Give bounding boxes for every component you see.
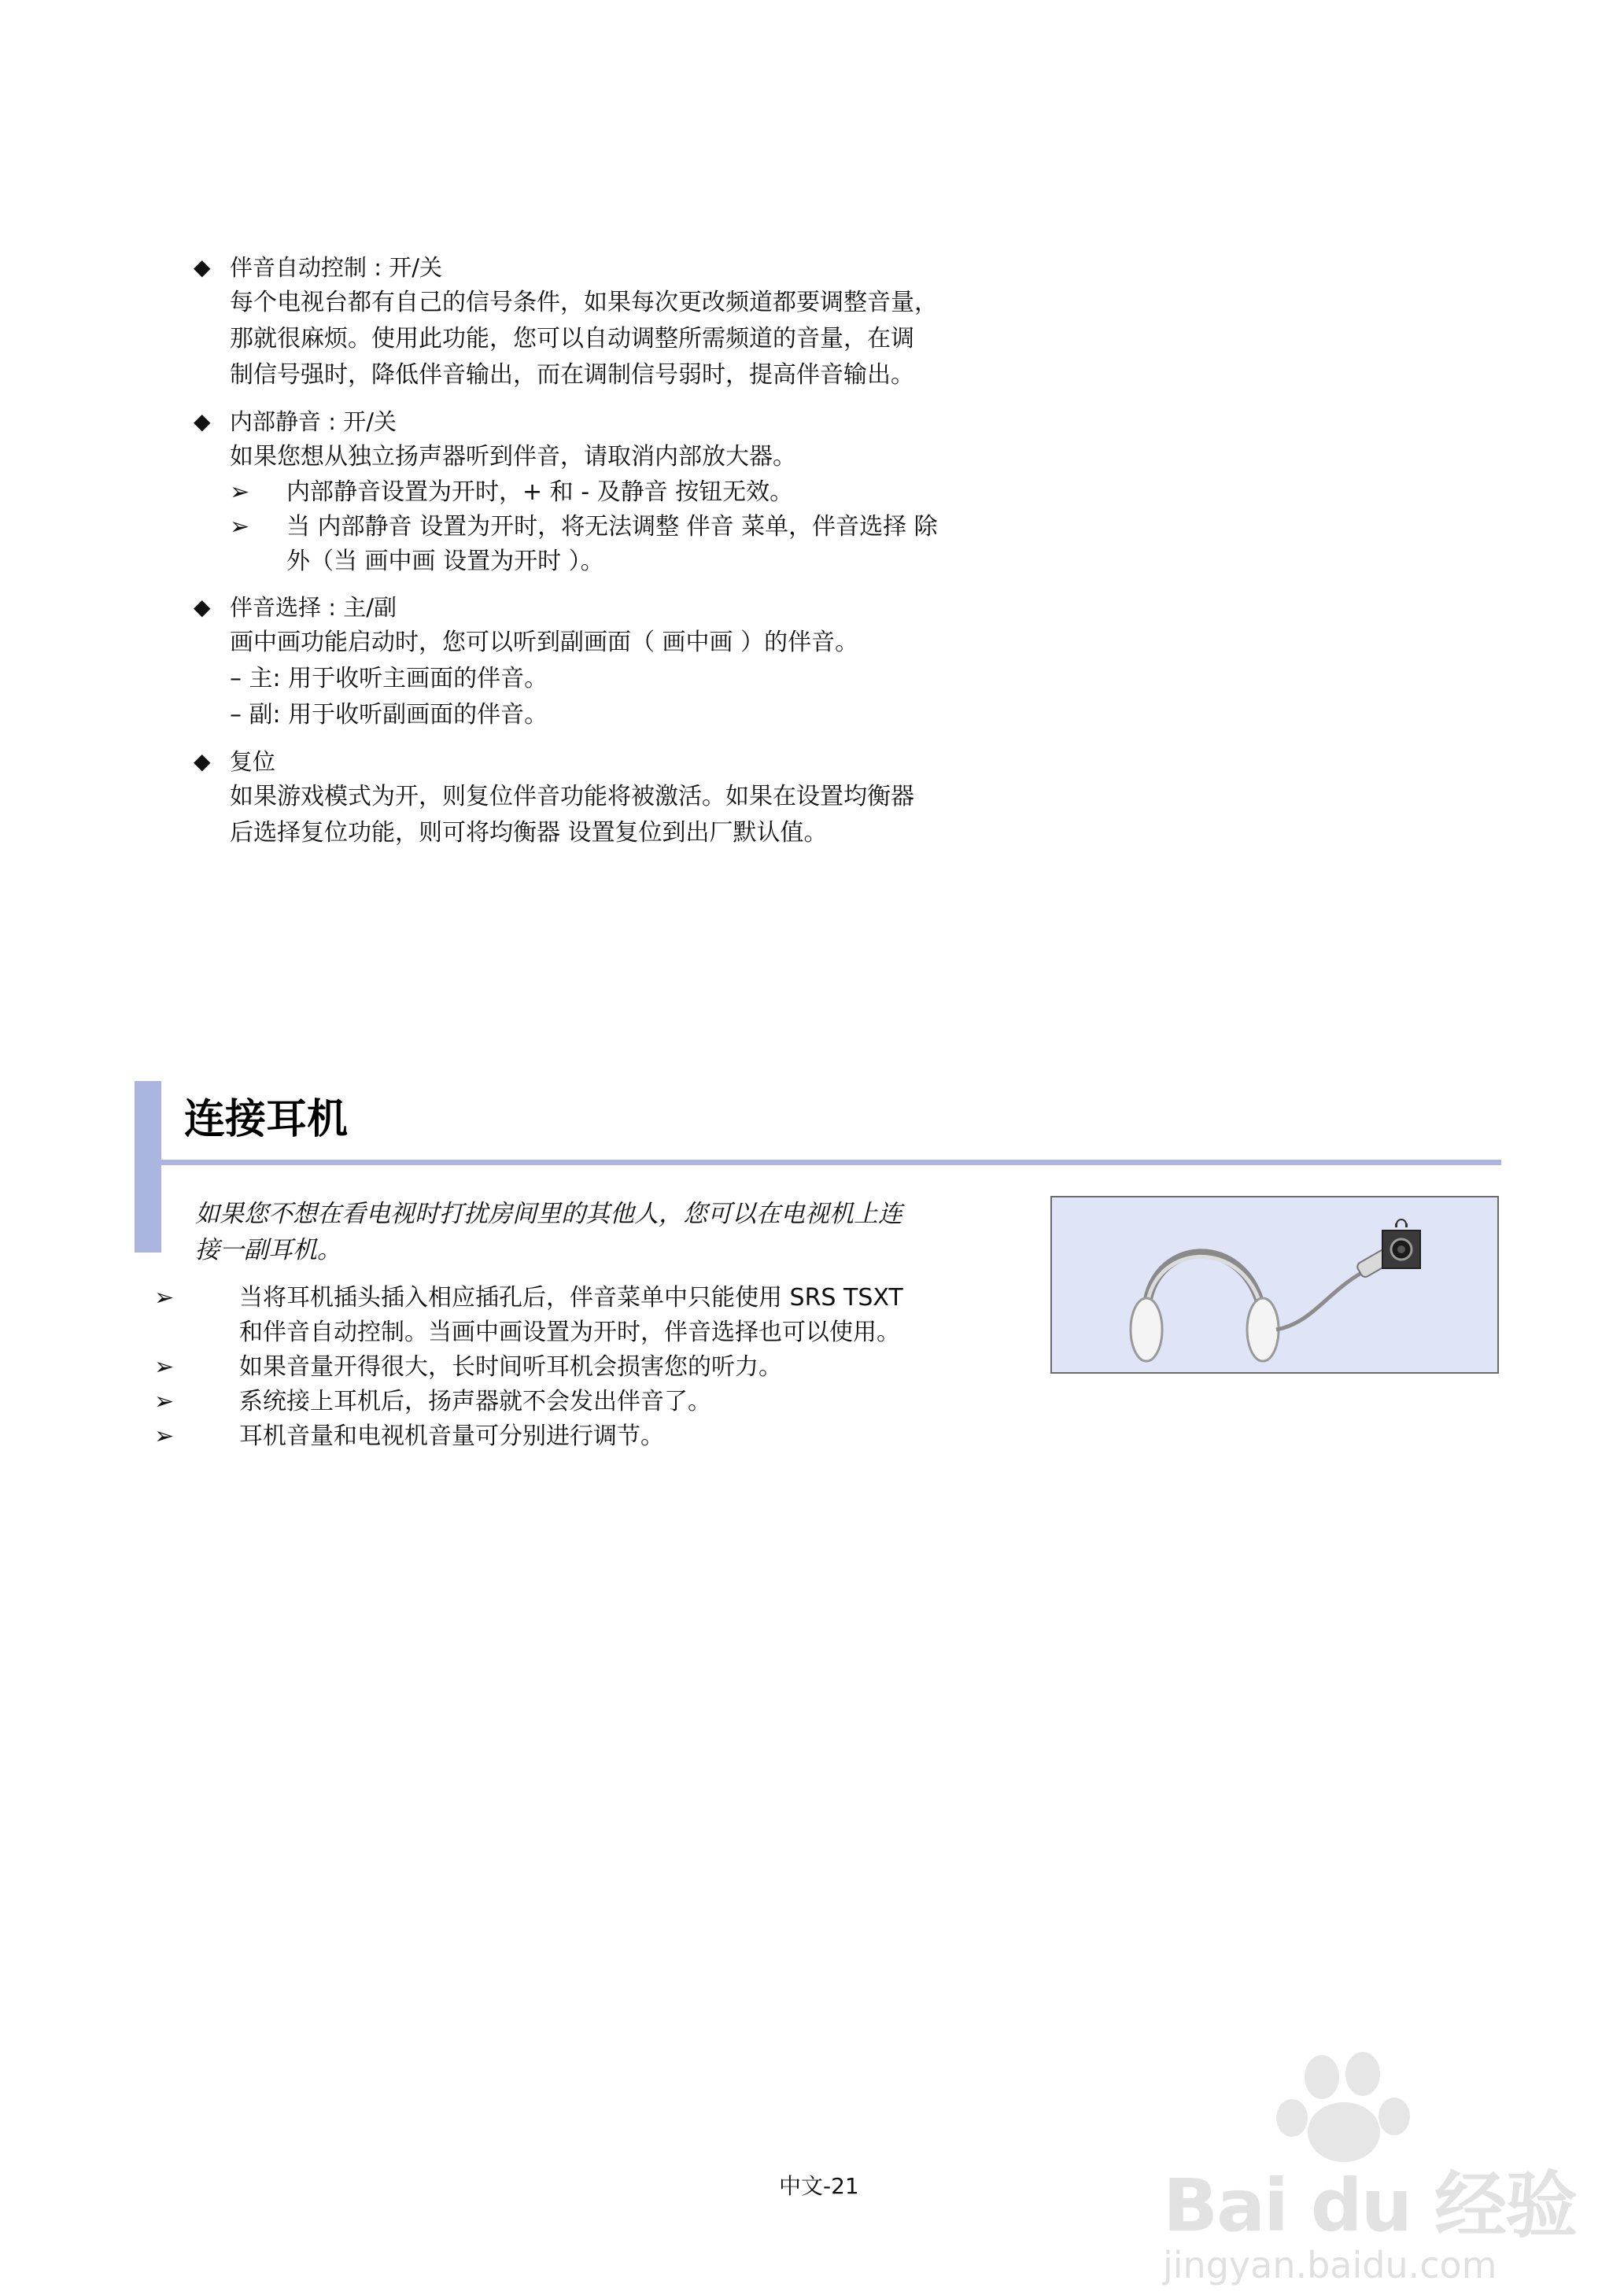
arrow-bullet-icon: ➢: [154, 1284, 175, 1312]
setting-title: ◆ 伴音选择 : 主/副: [194, 590, 1043, 625]
diamond-bullet-icon: ◆: [194, 748, 211, 774]
headphone-note: ➢ 如果音量开得很大，长时间听耳机会损害您的听力。: [154, 1350, 1035, 1385]
headphone-notes: [154, 1281, 1035, 1454]
headphone-note: ➢ 系统接上耳机后，扬声器就不会发出伴音了。: [154, 1385, 1035, 1419]
headphone-note: ➢ 耳机音量和电视机音量可分别进行调节。: [154, 1419, 1035, 1454]
watermark-url: jingyan.baidu.com: [1163, 2244, 1497, 2286]
setting-sound-select: [194, 590, 1043, 733]
sound-settings-list: [194, 250, 1043, 862]
setting-title: ◆ 内部静音 : 开/关: [194, 404, 1043, 439]
headphone-note: ➢ 当将耳机插头插入相应插孔后，伴音菜单中只能使用 SRS TSXT 和伴音自动控制。当画中画设置为开时，伴音选择也可以使用。: [154, 1281, 1035, 1350]
setting-description: 画中画功能启动时，您可以听到副画面（ 画中画 ）的伴音。 – 主: 用于收听主画面的伴音。 – 副: 用于收听副画面的伴音。: [230, 629, 859, 729]
arrow-bullet-icon: ➢: [154, 1422, 175, 1450]
headphone-illustration: [1050, 1196, 1499, 1374]
setting-description: 如果游戏模式为开，则复位伴音功能将被激活。如果在设置均衡器 后选择复位功能，则可将均衡器 设置复位到出厂默认值。: [230, 783, 914, 847]
setting-description: 每个电视台都有自己的信号条件，如果每次更改频道都要调整音量， 那就很麻烦。使用此功能，您可以自动调整所需频道的音量，在调 制信号强时，降低伴音输出，而在调制信号弱时，提高伴音输出。: [230, 289, 938, 389]
setting-description: 如果您想从独立扬声器听到伴音，请取消内部放大器。: [230, 443, 796, 470]
watermark-logo-text: Bai du 经验: [1163, 2164, 1577, 2248]
arrow-bullet-icon: ➢: [230, 478, 250, 506]
section-accent-bar: [135, 1081, 161, 1253]
setting-title: ◆ 复位: [194, 744, 1043, 779]
setting-note: ➢ 当 内部静音 设置为开时，将无法调整 伴音 菜单，伴音选择 除 外（当 画中画 设置为开时 ）。: [194, 510, 1043, 579]
diamond-bullet-icon: ◆: [194, 594, 211, 620]
arrow-bullet-icon: ➢: [230, 513, 250, 541]
diamond-bullet-icon: ◆: [194, 254, 211, 280]
setting-auto-volume: [194, 250, 1043, 393]
arrow-bullet-icon: ➢: [154, 1388, 175, 1415]
setting-reset: [194, 744, 1043, 851]
arrow-bullet-icon: ➢: [154, 1353, 175, 1381]
page-number: 中文-21: [779, 2173, 859, 2199]
diamond-bullet-icon: ◆: [194, 408, 211, 434]
section-divider: [161, 1160, 1501, 1165]
section-title: 连接耳机: [184, 1096, 349, 1143]
headphones-icon: [1052, 1197, 1497, 1372]
setting-title: ◆ 伴音自动控制 : 开/关: [194, 250, 1043, 285]
section-intro: 如果您不想在看电视时打扰房间里的其他人，您可以在电视机上连 接一副耳机。: [195, 1200, 902, 1264]
setting-internal-mute: [194, 404, 1043, 579]
setting-note: ➢ 内部静音设置为开时，+ 和 - 及静音 按钮无效。: [194, 475, 1043, 510]
